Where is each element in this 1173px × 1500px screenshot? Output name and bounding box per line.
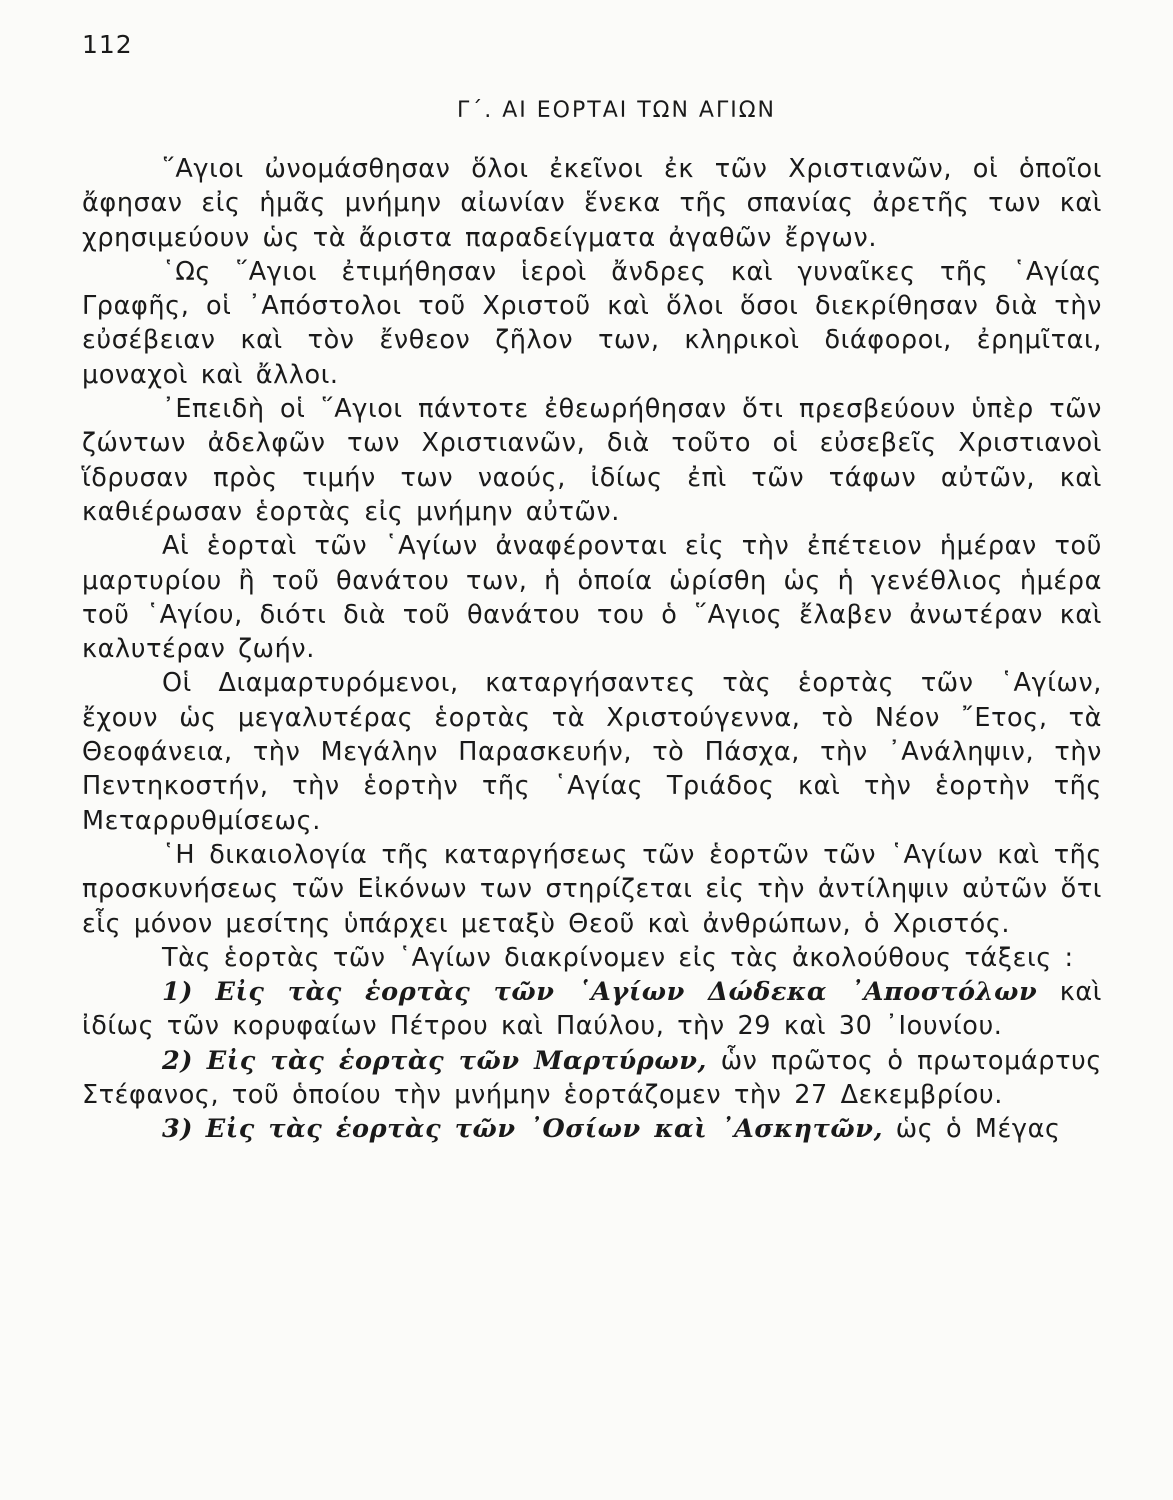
item-title: Εἰς τὰς ἑορτὰς τῶν ᾿Οσίων καὶ ᾿Ασκητῶν, xyxy=(205,1114,884,1145)
paragraph: ῾Ως ῞Αγιοι ἐτιμήθησαν ἱεροὶ ἄνδρες καὶ γυναῖκες τῆς ῾Αγίας Γραφῆς, οἱ ᾿Απόστολοι τοῦ Χριστοῦ καὶ ὅλοι ὅσοι διεκρίθησαν διὰ τὴν εὐσέβειαν καὶ τὸν ἔνθεον ζῆλον των, κληρικοὶ διάφοροι, ἐρημῖται, μοναχοὶ καὶ ἄλλοι. xyxy=(82,256,1102,390)
paragraph: Αἱ ἑορταὶ τῶν ῾Αγίων ἀναφέρονται εἰς τὴν ἐπέτειον ἡμέραν τοῦ μαρτυρίου ἢ τοῦ θανάτου των, ἡ ὁποία ὡρίσθη ὡς ἡ γενέθλιος ἡμέρα τοῦ ῾Αγίου, διότι διὰ τοῦ θανάτου του ὁ ῞Αγιος ἔλαβεν ἀνωτέραν καὶ καλυτέραν ζωήν. xyxy=(82,531,1102,665)
item-title: Εἰς τὰς ἑορτὰς τῶν ῾Αγίων Δώδεκα ᾿Αποστόλων xyxy=(215,977,1038,1008)
list-item xyxy=(82,975,1102,1044)
item-text: ὡς ὁ Μέγας xyxy=(895,1114,1061,1145)
paragraph: Οἱ Διαμαρτυρόμενοι, καταργήσαντες τὰς ἑορτὰς τῶν ῾Αγίων, ἔχουν ὡς μεγαλυτέρας ἑορτὰς τὰ Χριστούγεννα, τὸ Νέον ῎Ετος, τὰ Θεοφάνεια, τὴν Μεγάλην Παρασκευήν, τὸ Πάσχα, τὴν ᾿Ανάληψιν, τὴν Πεντηκοστήν, τὴν ἑορτὴν τῆς ῾Αγίας Τριάδος καὶ τὴν ἑορτὴν τῆς Μεταρρυθμίσεως. xyxy=(82,668,1102,836)
item-text: ὧν πρῶτος ὁ πρωτομάρτυς Στέφανος, τοῦ ὁποίου τὴν μνήμην ἑορτάζομεν τὴν 27 Δεκεμβρίου. xyxy=(82,1045,1102,1111)
section-heading: Γ΄. ΑΙ ΕΟΡΤΑΙ ΤΩΝ ΑΓΙΩΝ xyxy=(457,98,776,123)
item-title: Εἰς τὰς ἑορτὰς τῶν Μαρτύρων, xyxy=(206,1045,707,1076)
paragraph: ᾿Επειδὴ οἱ ῞Αγιοι πάντοτε ἐθεωρήθησαν ὅτι πρεσβεύουν ὑπὲρ τῶν ζώντων ἀδελφῶν των Χριστιανῶν, διὰ τοῦτο οἱ εὐσεβεῖς Χριστιανοὶ ἵδρυσαν πρὸς τιμήν των ναούς, ἰδίως ἐπὶ τῶν τάφων αὐτῶν, καὶ καθιέρωσαν ἑορτὰς εἰς μνήμην αὐτῶν. xyxy=(82,394,1102,527)
item-text: καὶ ἰδίως τῶν κορυφαίων Πέτρου καὶ Παύλου, τὴν 29 καὶ 30 ᾿Ιουνίου. xyxy=(82,977,1102,1042)
item-number: 2) xyxy=(162,1045,194,1076)
paragraph: Τὰς ἑορτὰς τῶν ῾Αγίων διακρίνομεν εἰς τὰς ἀκολούθους τάξεις : xyxy=(162,942,1074,973)
list-item xyxy=(82,1044,1102,1113)
paragraph: ῾Η δικαιολογία τῆς καταργήσεως τῶν ἑορτῶν τῶν ῾Αγίων καὶ τῆς προσκυνήσεως τῶν Εἰκόνων των στηρίζεται εἰς τὴν ἀντίληψιν αὐτῶν ὅτι εἷς μόνον μεσίτης ὑπάρχει μεταξὺ Θεοῦ καὶ ἀνθρώπων, ὁ Χριστός. xyxy=(82,839,1102,939)
page-number: 112 xyxy=(82,30,133,59)
item-number: 1) xyxy=(162,977,194,1008)
paragraph: ῞Αγιοι ὠνομάσθησαν ὅλοι ἐκεῖνοι ἐκ τῶν Χριστιανῶν, οἱ ὁποῖοι ἄφησαν εἰς ἡμᾶς μνήμην αἰωνίαν ἕνεκα τῆς σπανίας ἀρετῆς των καὶ χρησιμεύουν ὡς τὰ ἄριστα παραδείγματα ἀγαθῶν ἔργων. xyxy=(82,154,1102,253)
body-text xyxy=(82,152,1102,1147)
list-item xyxy=(82,1112,1102,1146)
item-number: 3) xyxy=(162,1114,194,1145)
